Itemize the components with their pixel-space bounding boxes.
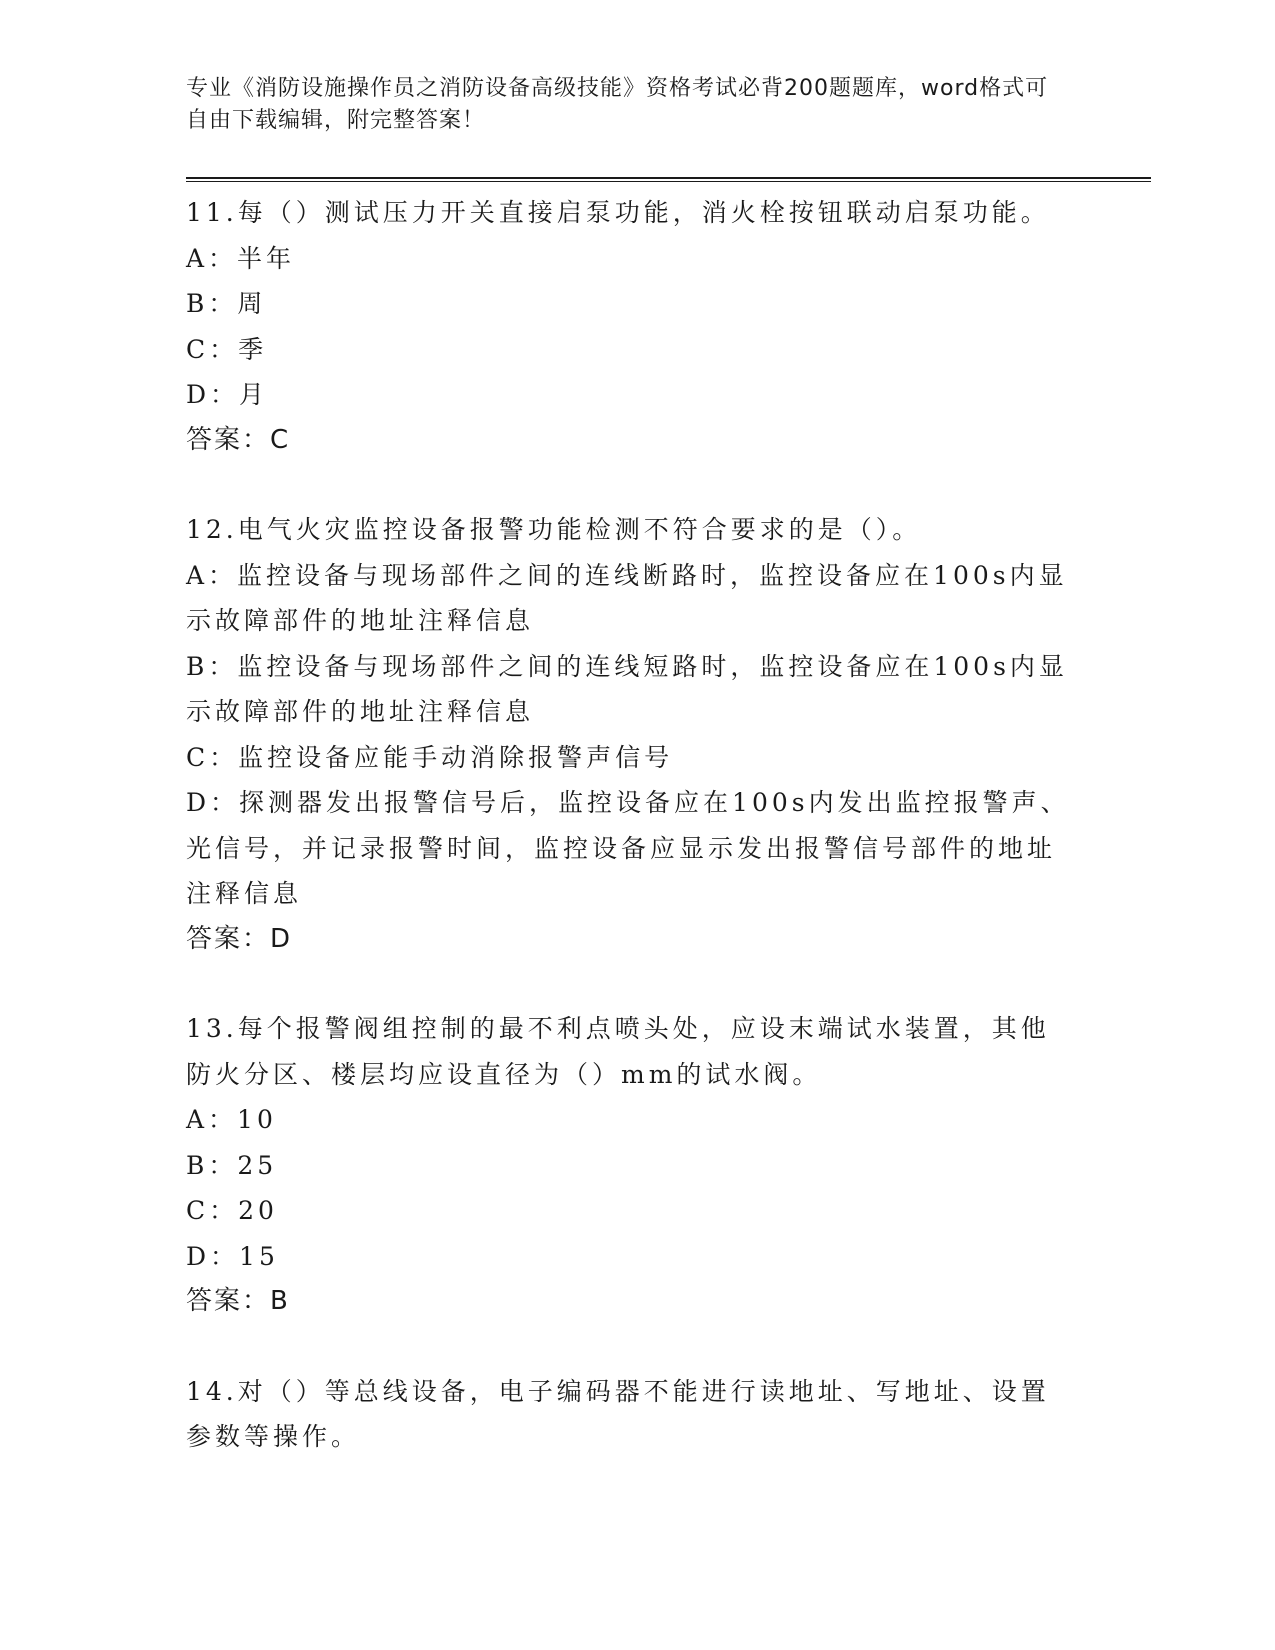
option-d: D：探测器发出报警信号后，监控设备应在100s内发出监控报警声、光信号，并记录报警时间，监控设备应显示发出报警信号部件的地址注释信息 [186,788,1070,908]
question-11 [186,190,1076,463]
answer: 答案：D [186,923,293,954]
question-12 [186,507,1076,962]
spacer [186,1325,1076,1369]
spacer [186,463,1076,507]
answer: 答案：B [186,1286,290,1316]
option-c: C：监控设备应能手动消除报警声信号 [186,742,674,772]
question-stem: 12.电气火灾监控设备报警功能检测不符合要求的是（）。 [186,515,922,544]
option-a: A：半年 [186,243,296,273]
option-b: B：25 [186,1150,278,1180]
header-divider [186,177,1151,182]
option-a: A：监控设备与现场部件之间的连线断路时，监控设备应在100s内显示故障部件的地址注释信息 [186,560,1068,635]
question-13 [186,1006,1076,1325]
question-stem: 11.每（）测试压力开关直接启泵功能，消火栓按钮联动启泵功能。 [186,198,1050,227]
option-b: B：监控设备与现场部件之间的连线短路时，监控设备应在100s内显示故障部件的地址注释信息 [186,651,1068,726]
question-stem: 14.对（）等总线设备，电子编码器不能进行读地址、写地址、设置参数等操作。 [186,1376,1050,1451]
question-14 [186,1369,1076,1460]
option-c: C：20 [186,1196,278,1225]
spacer [186,962,1076,1006]
option-b: B：周 [186,289,267,318]
question-stem: 13.每个报警阀组控制的最不利点喷头处，应设末端试水装置，其他防火分区、楼层均应设直径为（）mm的试水阀。 [186,1014,1050,1089]
option-c: C：季 [186,334,268,364]
option-a: A：10 [186,1105,277,1134]
option-d: D：15 [186,1241,279,1271]
option-d: D：月 [186,380,269,409]
answer: 答案：C [186,424,291,455]
question-list [186,190,1076,1460]
document-header: 专业《消防设施操作员之消防设备高级技能》资格考试必背200题题库，word格式可自由下载编辑，附完整答案！ [186,76,1049,133]
